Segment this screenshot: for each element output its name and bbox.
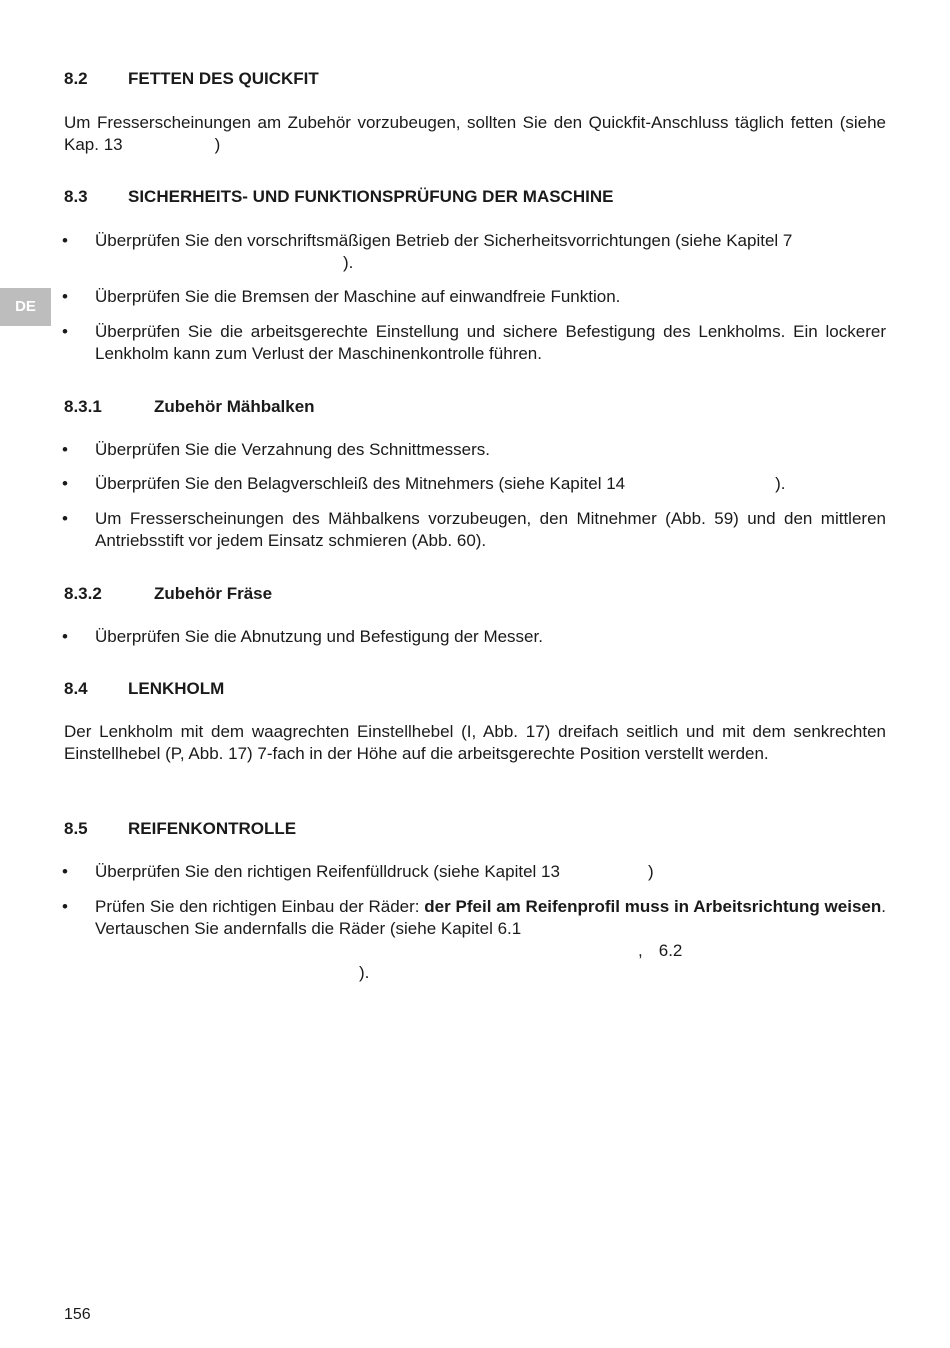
section-number: 8.3 xyxy=(64,187,88,206)
paragraph-text: Der Lenkholm mit dem waagrechten Einstellhebel (I, Abb. 17) dreifach seitlich und mit dem senkrechten Einstellhebel (P, Abb. 17) 7-fach in der Höhe auf die arbeitsgerechte Position verstellt werden. xyxy=(64,722,886,763)
list-item-text: Überprüfen Sie die arbeitsgerechte Einstellung und sichere Befestigung des Lenkholms. Ein lockerer Lenkholm kann zum Verlust der Maschinenkontrolle führen. xyxy=(95,322,886,363)
bullet-icon: • xyxy=(62,287,68,306)
bullet-icon: • xyxy=(62,509,68,528)
list-item-text-end: ) xyxy=(647,862,654,881)
section-title: Zubehör Mähbalken xyxy=(154,397,315,416)
section-number: 8.4 xyxy=(64,679,88,698)
bullet-icon: • xyxy=(62,322,68,341)
section-heading-8-5 xyxy=(64,818,297,840)
section-number: 8.3.1 xyxy=(64,397,102,416)
paragraph-quickfit xyxy=(64,112,886,156)
bullet-icon: • xyxy=(62,474,68,493)
section-number: 8.2 xyxy=(64,69,88,88)
section-title: Zubehör Fräse xyxy=(154,584,273,603)
section-heading-8-4 xyxy=(64,678,225,700)
section-title: LENKHOLM xyxy=(128,679,225,698)
bullet-icon: • xyxy=(62,862,68,881)
list-item-text-end: ). xyxy=(359,963,370,982)
paragraph-text: Um Fresserscheinungen am Zubehör vorzubeugen, sollten Sie den Quickfit-Anschluss täglich fetten (siehe Kap. 13 xyxy=(64,113,886,154)
bullet-icon: • xyxy=(62,627,68,646)
list-item-text: Überprüfen Sie den vorschriftsmäßigen Betrieb der Sicherheitsvorrichtungen (siehe Kapitel 7 xyxy=(95,231,793,250)
list-item-text: Überprüfen Sie die Bremsen der Maschine auf einwandfreie Funktion. xyxy=(95,287,621,306)
paragraph-text-end: ) xyxy=(214,135,221,154)
section-heading-8-3-1 xyxy=(64,396,315,418)
section-heading-8-2 xyxy=(64,68,319,90)
language-tab xyxy=(0,288,51,326)
page-number: 156 xyxy=(64,1306,91,1323)
list-item-text: Überprüfen Sie die Abnutzung und Befestigung der Messer. xyxy=(95,627,543,646)
list-item-separator: , xyxy=(638,941,643,960)
list-item-text: Überprüfen Sie den Belagverschleiß des Mitnehmers (siehe Kapitel 14 xyxy=(95,474,626,493)
list-item-text: Überprüfen Sie den richtigen Reifenfülldruck (siehe Kapitel 13 xyxy=(95,862,560,881)
list-item-bold-warning: der Pfeil am Reifenprofil muss in Arbeitsrichtung weisen xyxy=(424,897,882,916)
list-item-text-end: ). xyxy=(775,474,786,493)
section-title: FETTEN DES QUICKFIT xyxy=(128,69,319,88)
section-title: SICHERHEITS- UND FUNKTIONSPRÜFUNG DER MASCHINE xyxy=(128,187,614,206)
bullet-icon: • xyxy=(62,231,68,250)
section-heading-8-3-2 xyxy=(64,583,273,605)
section-title: REIFENKONTROLLE xyxy=(128,819,297,838)
bullet-icon: • xyxy=(62,440,68,459)
paragraph-lenkholm xyxy=(64,721,886,765)
list-item-lead: Prüfen Sie den richtigen Einbau der Räder: xyxy=(95,897,420,916)
list-item-text: Um Fresserscheinungen des Mähbalkens vorzubeugen, den Mitnehmer (Abb. 59) und den mittleren Antriebsstift vor jedem Einsatz schmieren (Abb. 60). xyxy=(95,509,886,550)
language-tab-label: DE xyxy=(15,298,36,315)
list-item-text-end: ). xyxy=(343,253,354,272)
list-item-ref: 6.2 xyxy=(658,941,683,960)
list-item-text: . Vertauschen Sie andernfalls die Räder (siehe Kapitel 6.1 xyxy=(95,897,886,938)
section-heading-8-3 xyxy=(64,186,614,208)
section-number: 8.3.2 xyxy=(64,584,102,603)
list-item-text: Überprüfen Sie die Verzahnung des Schnittmessers. xyxy=(95,440,491,459)
bullet-icon: • xyxy=(62,897,68,916)
section-number: 8.5 xyxy=(64,819,88,838)
